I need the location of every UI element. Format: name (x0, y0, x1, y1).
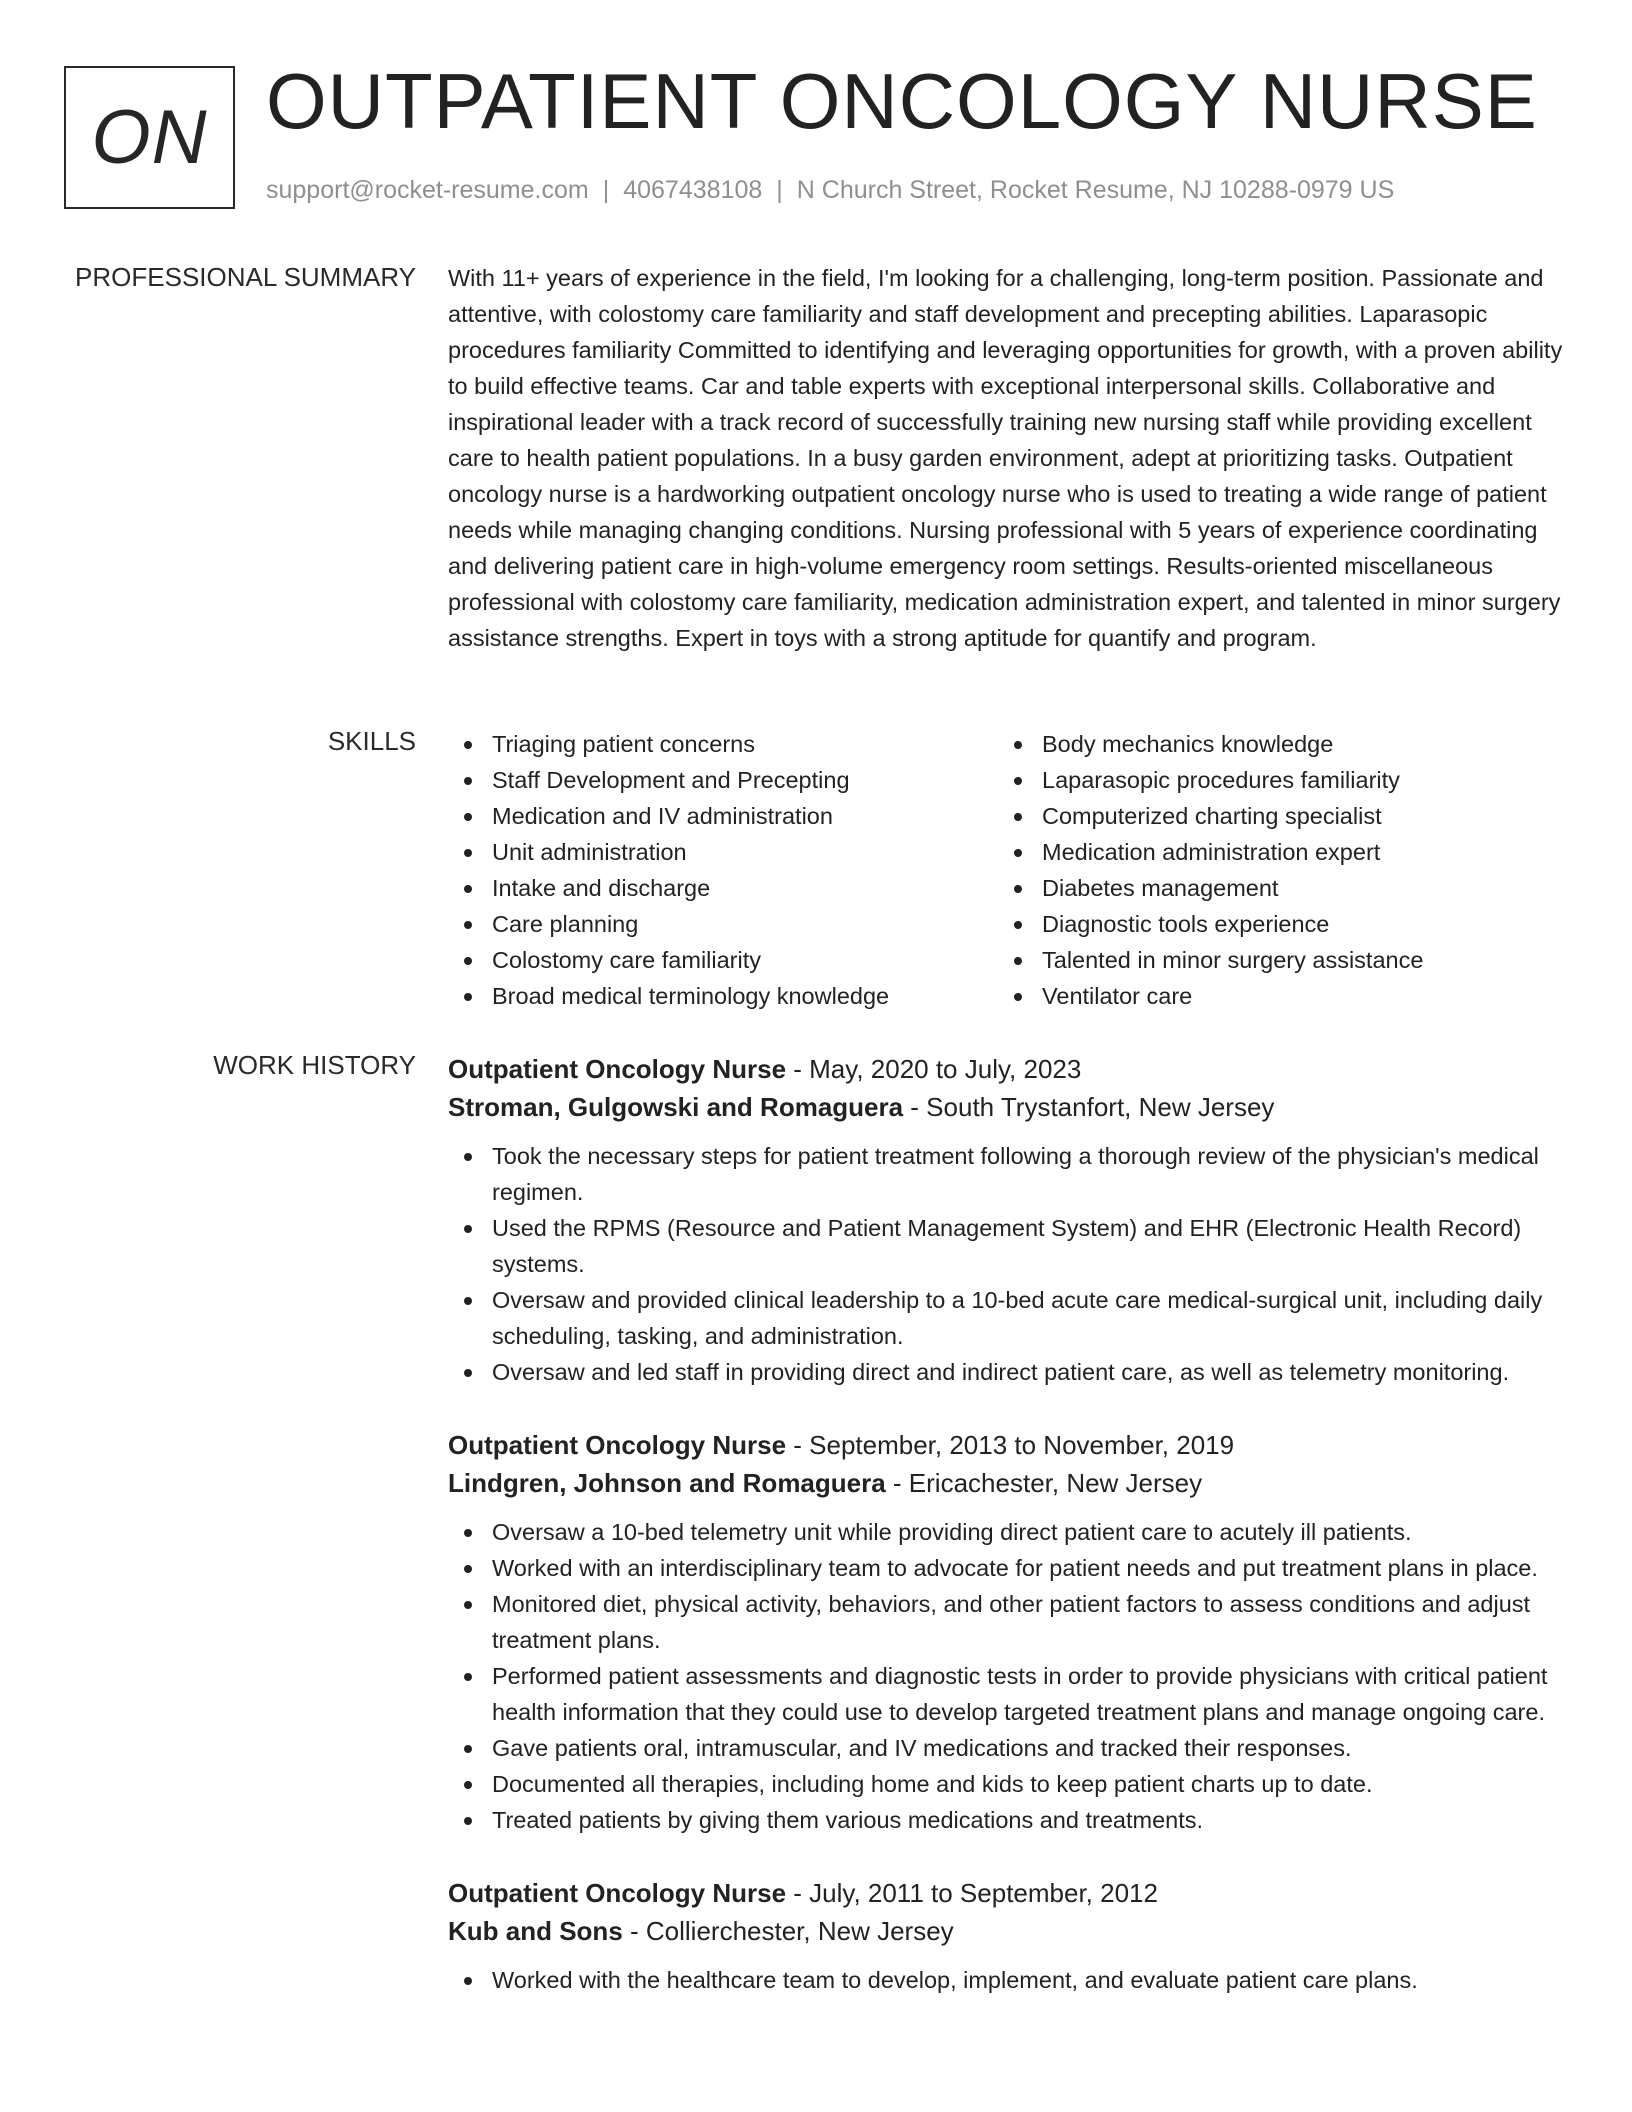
job-entry (448, 1874, 1570, 1998)
job-bullet: Documented all therapies, including home and kids to keep patient charts up to date. (448, 1766, 1570, 1802)
contact-separator: | (776, 176, 783, 204)
job-bullet: Oversaw and provided clinical leadership to a 10-bed acute care medical-surgical unit, including daily scheduling, tasking, and administration. (448, 1282, 1570, 1354)
job-title: Outpatient Oncology Nurse (448, 1054, 787, 1084)
skill-item: Unit administration (448, 834, 998, 870)
contact-address: N Church Street, Rocket Resume, NJ 10288-0979 US (796, 176, 1395, 204)
skill-item: Medication administration expert (998, 834, 1548, 870)
skill-item: Care planning (448, 906, 998, 942)
job-title-line (448, 1050, 1570, 1088)
summary-text: With 11+ years of experience in the field, I'm looking for a challenging, long-term position. Passionate and attentive, with colostomy care familiarity and staff development and precepting abilities. Laparasopic procedures familiarity Committed to identifying and leveraging opportunities for growth, with a proven ability to build effective teams. Car and table experts with exceptional interpersonal skills. Collaborative and inspirational leader with a track record of successfully training new nursing staff while providing excellent care to health patient populations. In a busy garden environment, adept at prioritizing tasks. Outpatient oncology nurse is a hardworking outpatient oncology nurse who is used to treating a wide range of patient needs while managing changing conditions. Nursing professional with 5 years of experience coordinating and delivering patient care in high-volume emergency room settings. Results-oriented miscellaneous professional with colostomy care familiarity, medication administration expert, and talented in minor surgery assistance strengths. Expert in toys with a strong aptitude for quantify and program. (448, 265, 1563, 651)
job-bullet: Worked with the healthcare team to develop, implement, and evaluate patient care plans. (448, 1962, 1570, 1998)
job-company-line (448, 1464, 1570, 1502)
job-title: Outpatient Oncology Nurse (448, 1430, 787, 1460)
skill-item: Computerized charting specialist (998, 798, 1548, 834)
skill-item: Colostomy care familiarity (448, 942, 998, 978)
monogram-initials: ON (91, 95, 208, 180)
job-company: Lindgren, Johnson and Romaguera (448, 1468, 886, 1498)
job-title-line (448, 1874, 1570, 1912)
job-location: - Collierchester, New Jersey (622, 1916, 954, 1946)
job-dates: - May, 2020 to July, 2023 (786, 1054, 1082, 1084)
skill-item: Triaging patient concerns (448, 726, 998, 762)
job-dates: - September, 2013 to November, 2019 (786, 1430, 1235, 1460)
section-label-summary: PROFESSIONAL SUMMARY (75, 262, 416, 292)
section-label-work: WORK HISTORY (213, 1050, 416, 1080)
job-dates: - July, 2011 to September, 2012 (786, 1878, 1158, 1908)
skill-item: Laparasopic procedures familiarity (998, 762, 1548, 798)
job-entry (448, 1050, 1570, 1390)
skills-columns (448, 726, 1570, 1014)
job-company: Kub and Sons (448, 1916, 623, 1946)
skill-item: Staff Development and Precepting (448, 762, 998, 798)
contact-email[interactable]: support@rocket-resume.com (266, 176, 589, 204)
monogram-box (64, 66, 235, 209)
job-bullets (448, 1138, 1570, 1390)
job-title-line (448, 1426, 1570, 1464)
work-history-body (448, 1050, 1570, 2034)
job-location: - South Trystanfort, New Jersey (903, 1092, 1275, 1122)
job-location: - Ericachester, New Jersey (885, 1468, 1203, 1498)
section-label-skills: SKILLS (327, 726, 416, 756)
skills-list-right (998, 726, 1548, 1014)
skill-item: Ventilator care (998, 978, 1548, 1014)
job-bullet: Performed patient assessments and diagnostic tests in order to provide physicians with critical patient health information that they could use to develop targeted treatment plans and manage ongoing care. (448, 1658, 1570, 1730)
job-bullet: Monitored diet, physical activity, behaviors, and other patient factors to assess conditions and adjust treatment plans. (448, 1586, 1570, 1658)
skill-item: Intake and discharge (448, 870, 998, 906)
skill-item: Diabetes management (998, 870, 1548, 906)
contact-phone[interactable]: 4067438108 (623, 176, 763, 204)
job-company: Stroman, Gulgowski and Romaguera (448, 1092, 904, 1122)
job-bullet: Worked with an interdisciplinary team to advocate for patient needs and put treatment plans in place. (448, 1550, 1570, 1586)
skill-item: Talented in minor surgery assistance (998, 942, 1548, 978)
skills-list-left (448, 726, 998, 1014)
skill-item: Body mechanics knowledge (998, 726, 1548, 762)
job-bullet: Oversaw a 10-bed telemetry unit while providing direct patient care to acutely ill patients. (448, 1514, 1570, 1550)
job-bullet: Used the RPMS (Resource and Patient Management System) and EHR (Electronic Health Record) systems. (448, 1210, 1570, 1282)
job-bullet: Treated patients by giving them various medications and treatments. (448, 1802, 1570, 1838)
job-bullets (448, 1514, 1570, 1838)
contact-line (266, 176, 1394, 205)
resume-title: OUTPATIENT ONCOLOGY NURSE (266, 57, 1538, 145)
job-company-line (448, 1912, 1570, 1950)
job-bullet: Oversaw and led staff in providing direct and indirect patient care, as well as telemetry monitoring. (448, 1354, 1570, 1390)
job-bullet: Gave patients oral, intramuscular, and IV medications and tracked their responses. (448, 1730, 1570, 1766)
contact-separator: | (602, 176, 610, 204)
skill-item: Medication and IV administration (448, 798, 998, 834)
job-bullets (448, 1962, 1570, 1998)
job-bullet: Took the necessary steps for patient treatment following a thorough review of the physician's medical regimen. (448, 1138, 1570, 1210)
skill-item: Broad medical terminology knowledge (448, 978, 998, 1014)
skill-item: Diagnostic tools experience (998, 906, 1548, 942)
job-entry (448, 1426, 1570, 1838)
job-company-line (448, 1088, 1570, 1126)
job-title: Outpatient Oncology Nurse (448, 1878, 787, 1908)
